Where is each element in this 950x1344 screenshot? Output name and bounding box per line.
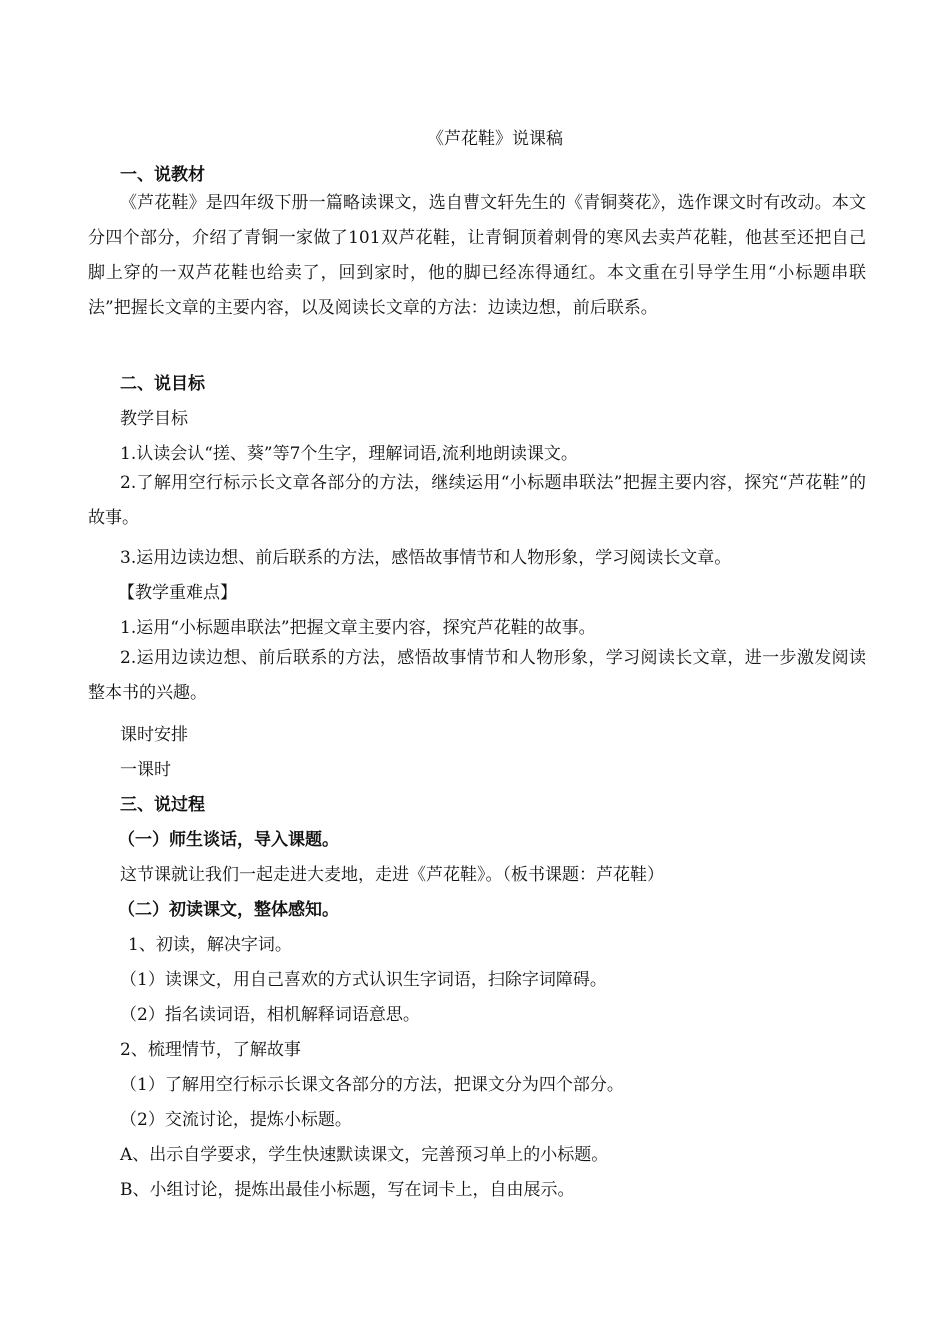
step-2: 2、梳理情节，了解故事 <box>120 1040 301 1060</box>
section-heading-materials: 一、说教材 <box>120 165 205 185</box>
step-1b: （2）指名读词语，相机解释词语意思。 <box>120 1005 420 1025</box>
step-B: B、小组讨论，提炼出最佳小标题，写在词卡上，自由展示。 <box>120 1180 575 1200</box>
goal-3: 3.运用边读边想、前后联系的方法，感悟故事情节和人物形象，学习阅读长文章。 <box>120 548 732 568</box>
subsection-2-heading: （二）初读课文，整体感知。 <box>118 900 339 920</box>
subsection-1-heading: （一）师生谈话，导入课题。 <box>118 830 339 850</box>
section-heading-process: 三、说过程 <box>120 795 205 815</box>
step-1: 1、初读，解决字词。 <box>128 935 292 955</box>
schedule-label: 课时安排 <box>120 725 188 745</box>
subsection-1-text: 这节课就让我们一起走进大麦地，走进《芦花鞋》。（板书课题：芦花鞋） <box>120 865 664 885</box>
teaching-goals-label: 教学目标 <box>120 409 188 429</box>
key-point-2: 2.运用边读边想、前后联系的方法，感悟故事情节和人物形象，学习阅读长文章，进一步激发阅读整本书的兴趣。 <box>88 648 866 703</box>
step-2a: （1）了解用空行标示长课文各部分的方法，把课文分为四个部分。 <box>120 1075 624 1095</box>
document-title: 《芦花鞋》说课稿 <box>427 129 563 149</box>
materials-paragraph: 《芦花鞋》是四年级下册一篇略读课文，选自曹文轩先生的《青铜葵花》，选作课文时有改动。本文分四个部分，介绍了青铜一家做了101双芦花鞋，让青铜顶着刺骨的寒风去卖芦花鞋，他甚至还把自己脚上穿的一双芦花鞋也给卖了，回到家时，他的脚已经冻得通红。本文重在引导学生用“小标题串联法”把握长文章的主要内容，以及阅读长文章的方法：边读边想，前后联系。 <box>88 193 866 318</box>
step-1a: （1）读课文，用自己喜欢的方式认识生字词语，扫除字词障碍。 <box>120 970 607 990</box>
step-2b: （2）交流讨论，提炼小标题。 <box>120 1110 352 1130</box>
key-point-1: 1.运用“小标题串联法”把握文章主要内容，探究芦花鞋的故事。 <box>120 618 596 638</box>
goal-2: 2.了解用空行标示长文章各部分的方法，继续运用“小标题串联法”把握主要内容，探究“芦花鞋”的故事。 <box>88 473 866 528</box>
section-heading-goals: 二、说目标 <box>120 374 205 394</box>
key-points-label: 【教学重难点】 <box>118 583 237 603</box>
step-A: A、出示自学要求，学生快速默读课文，完善预习单上的小标题。 <box>120 1145 609 1165</box>
schedule-value: 一课时 <box>120 760 171 780</box>
goal-1: 1.认读会认“搓、葵”等7个生字，理解词语,流利地朗读课文。 <box>120 444 578 464</box>
